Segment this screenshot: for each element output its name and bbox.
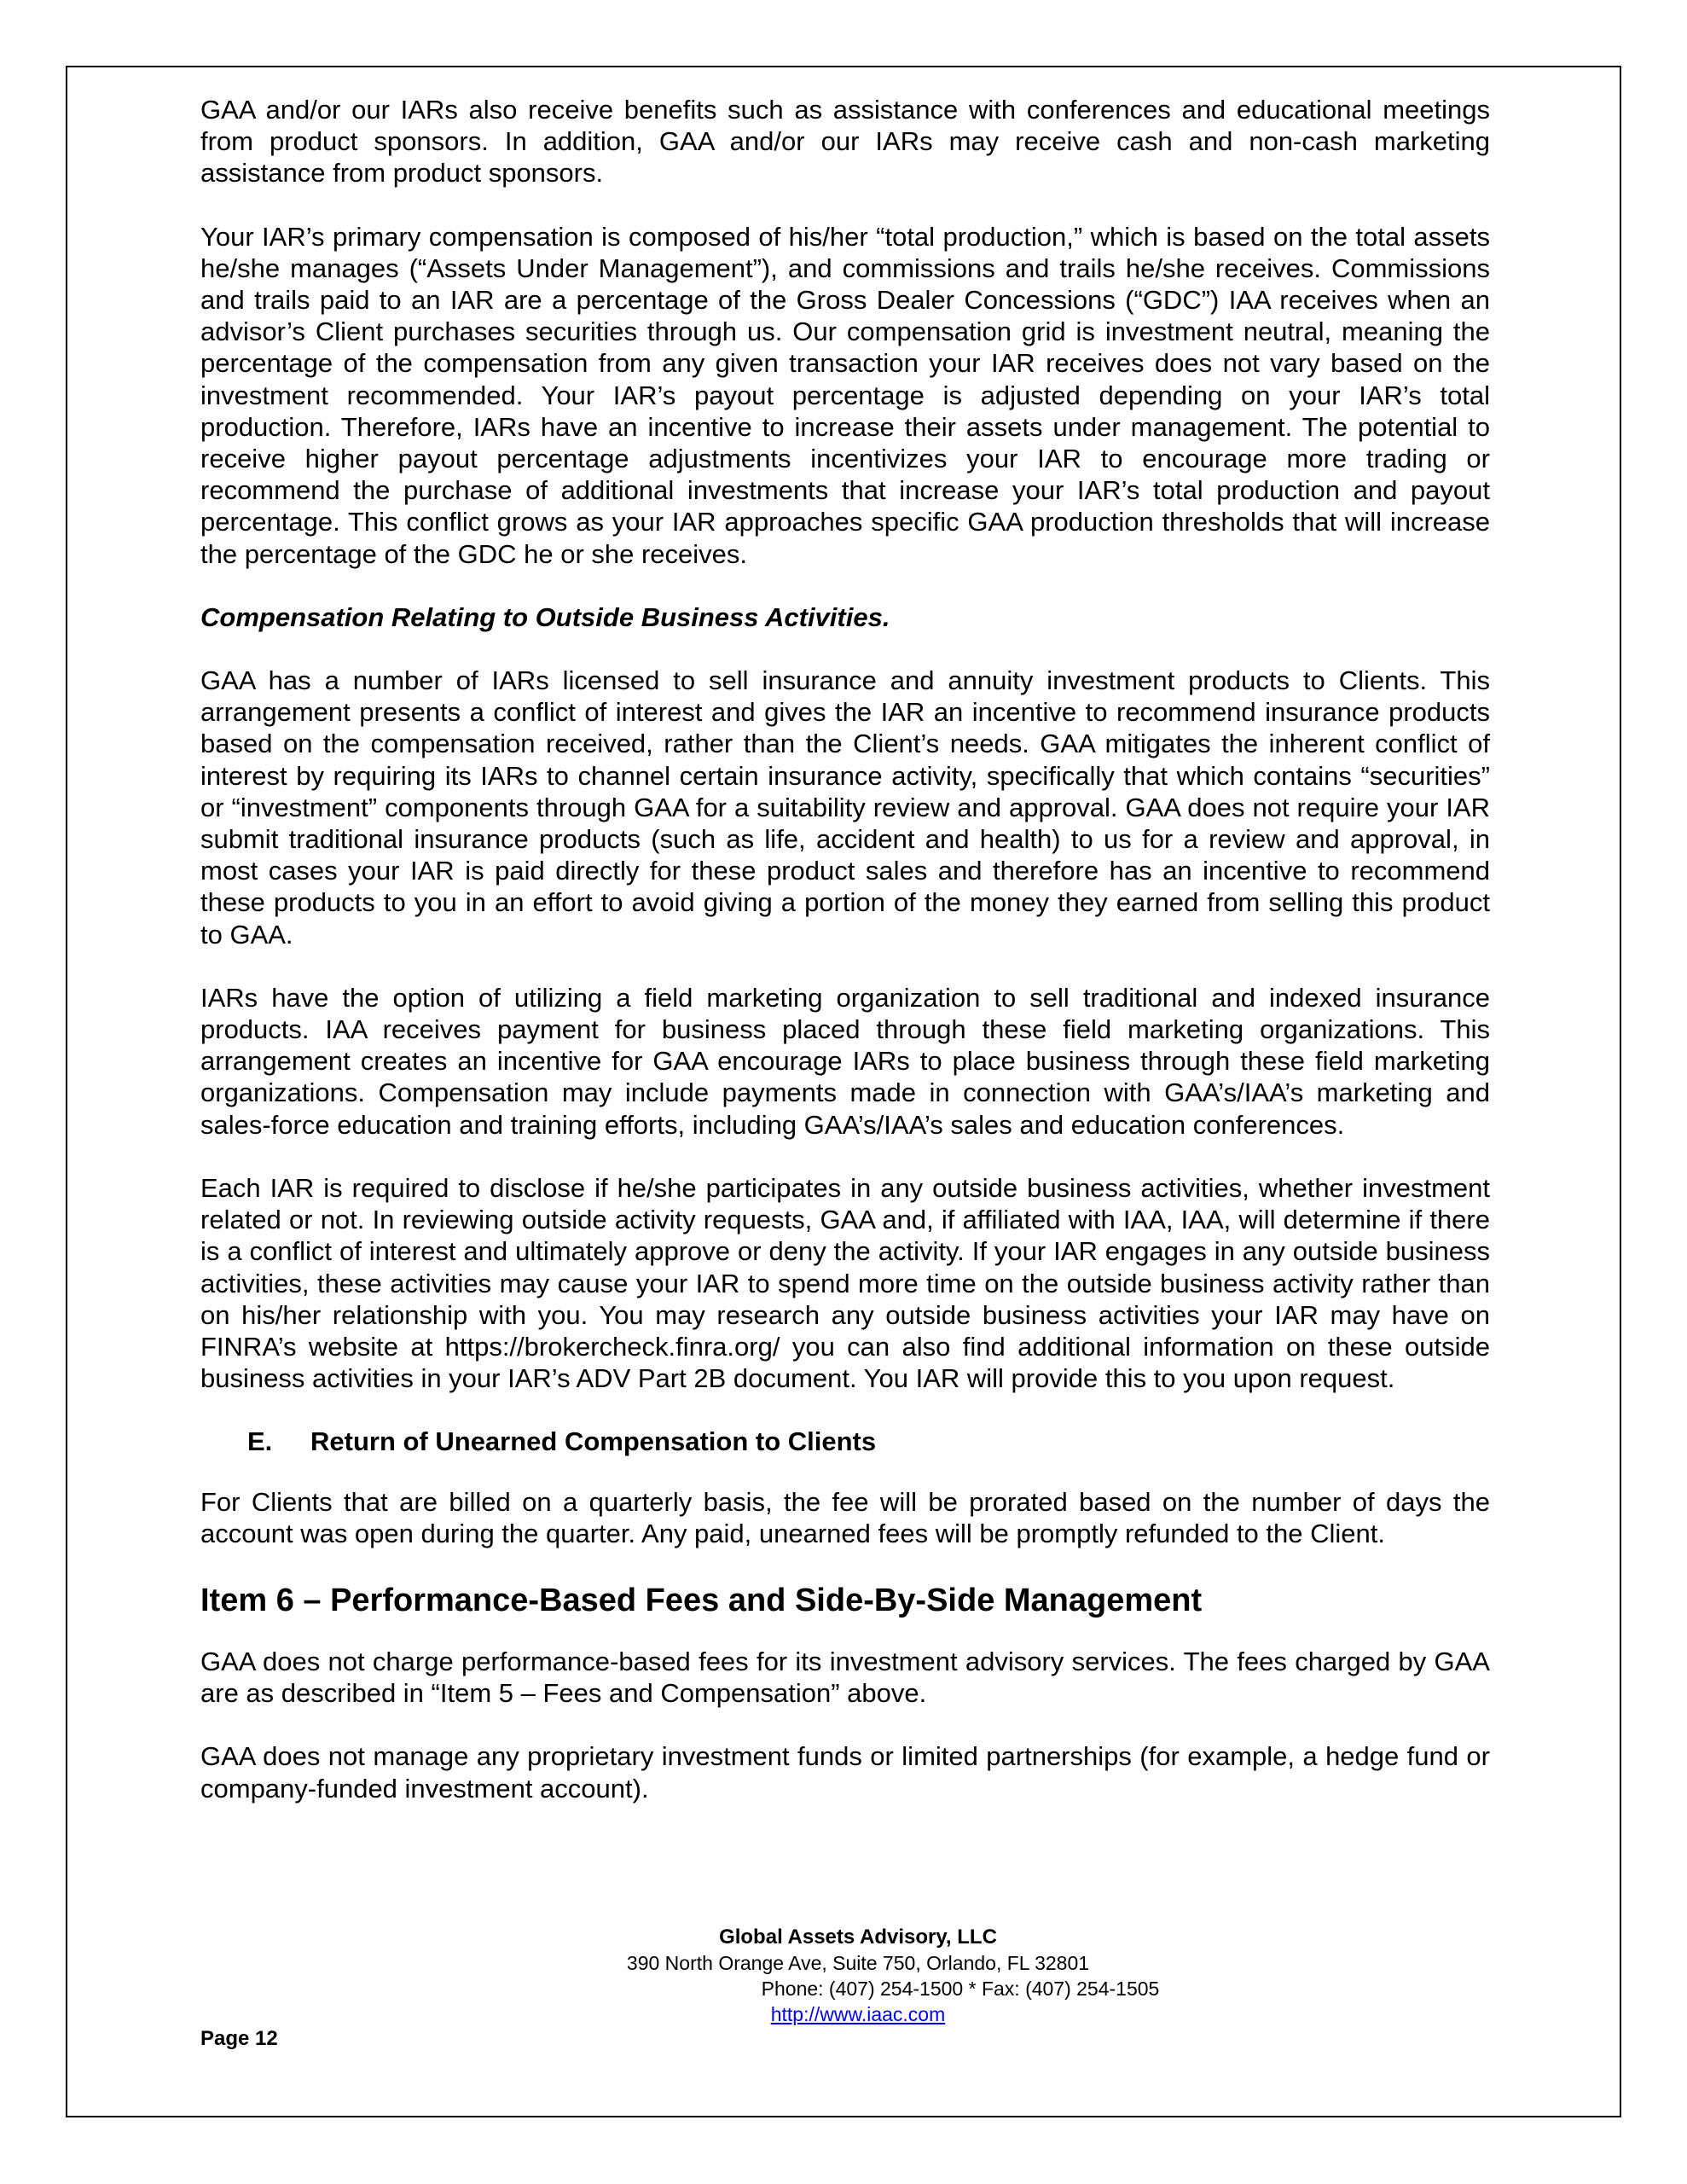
footer-website-link[interactable]: http://www.iaac.com [770,2003,946,2025]
page-number: Page 12 [200,2027,278,2050]
footer-address: 390 North Orange Ave, Suite 750, Orlando, FL 32801 [626,1952,1090,1974]
paragraph-unearned-fees: For Clients that are billed on a quarterly basis, the fee will be prorated based on the number of days the account was open during the quarter. Any paid, unearned fees will be promptly refunded to the Client. [200,1486,1490,1548]
paragraph-sponsor-benefits: GAA and/or our IARs also receive benefits such as assistance with conferences and educational meetings from product sponsors. In addition, GAA and/or our IARs may receive cash and non-cash marketing assistance from product sponsors. [200,95,1490,189]
document-body [200,94,1490,1804]
footer-company-name: Global Assets Advisory, LLC [719,1926,997,1949]
footer-contact-block [200,1925,1490,2027]
paragraph-field-marketing: IARs have the option of utilizing a field marketing organization to sell traditional and indexed insurance products. IAA receives payment for business placed through these field marketing organizations. This arrangement creates an incentive for GAA encourage IARs to place business through these field marketing organizations. Compensation may include payments made in connection with GAA’s/IAA’s marketing and sales-force education and training efforts, including GAA’s/IAA’s sales and education conferences. [200,982,1490,1140]
page-footer [200,1925,1490,2027]
section-title: Return of Unearned Compensation to Clients [310,1426,877,1457]
section-heading-e [200,1426,1490,1457]
paragraph-insurance-products: GAA has a number of IARs licensed to sell insurance and annuity investment products to Clients. This arrangement presents a conflict of interest and gives the IAR an incentive to recommend insurance products based on the compensation received, rather than the Client’s needs. GAA mitigates the inherent conflict of interest by requiring its IARs to channel certain insurance activity, specifically that which contains “securities” or “investment” components through GAA for a suitability review and approval. GAA does not require your IAR submit traditional insurance products (such as life, accident and health) to us for a review and approval, in most cases your IAR is paid directly for these product sales and therefore has an incentive to recommend these products to you in an effort to avoid giving a portion of the money they earned from selling this product to GAA. [200,665,1490,950]
paragraph-iar-compensation: Your IAR’s primary compensation is composed of his/her “total production,” which is based on the total assets he/she manages (“Assets Under Management”), and commissions and trails he/she receives. Commissions and trails paid to an IAR are a percentage of the Gross Dealer Concessions (“GDC”) IAA receives when an advisor’s Client purchases securities through us. Our compensation grid is investment neutral, meaning the percentage of the compensation from any given transaction your IAR receives does not vary based on the investment recommended. Your IAR’s payout percentage is adjusted depending on your IAR’s total production. Therefore, IARs have an incentive to increase their assets under management. The potential to receive higher payout percentage adjustments incentivizes your IAR to encourage more trading or recommend the purchase of additional investments that increase your IAR’s total production and payout percentage. This conflict grows as your IAR approaches specific GAA production thresholds that will increase the percentage of the GDC he or she receives. [200,221,1490,569]
footer-phone: Phone: (407) 254-1500 * Fax: (407) 254-1505 [761,1978,1160,2000]
paragraph-performance-fees: GAA does not charge performance-based fees for its investment advisory services. The fees charged by GAA are as described in “Item 5 – Fees and Compensation” above. [200,1646,1490,1709]
item-6-heading: Item 6 – Performance-Based Fees and Side-By-Side Management [200,1582,1203,1618]
section-letter: E. [247,1426,273,1457]
subheading-outside-business: Compensation Relating to Outside Business Activities. [200,601,890,632]
paragraph-proprietary-funds: GAA does not manage any proprietary investment funds or limited partnerships (for example, a hedge fund or company-funded investment account). [200,1741,1490,1804]
paragraph-outside-activities: Each IAR is required to disclose if he/she participates in any outside business activities, whether investment related or not. In reviewing outside activity requests, GAA and, if affiliated with IAA, IAA, will determine if there is a conflict of interest and ultimately approve or deny the activity. If your IAR engages in any outside business activities, these activities may cause your IAR to spend more time on the outside business activity rather than on his/her relationship with you. You may research any outside business activities your IAR may have on FINRA’s website at https://brokercheck.finra.org/ you can also find additional information on these outside business activities in your IAR’s ADV Part 2B document. You IAR will provide this to you upon request. [200,1172,1490,1394]
